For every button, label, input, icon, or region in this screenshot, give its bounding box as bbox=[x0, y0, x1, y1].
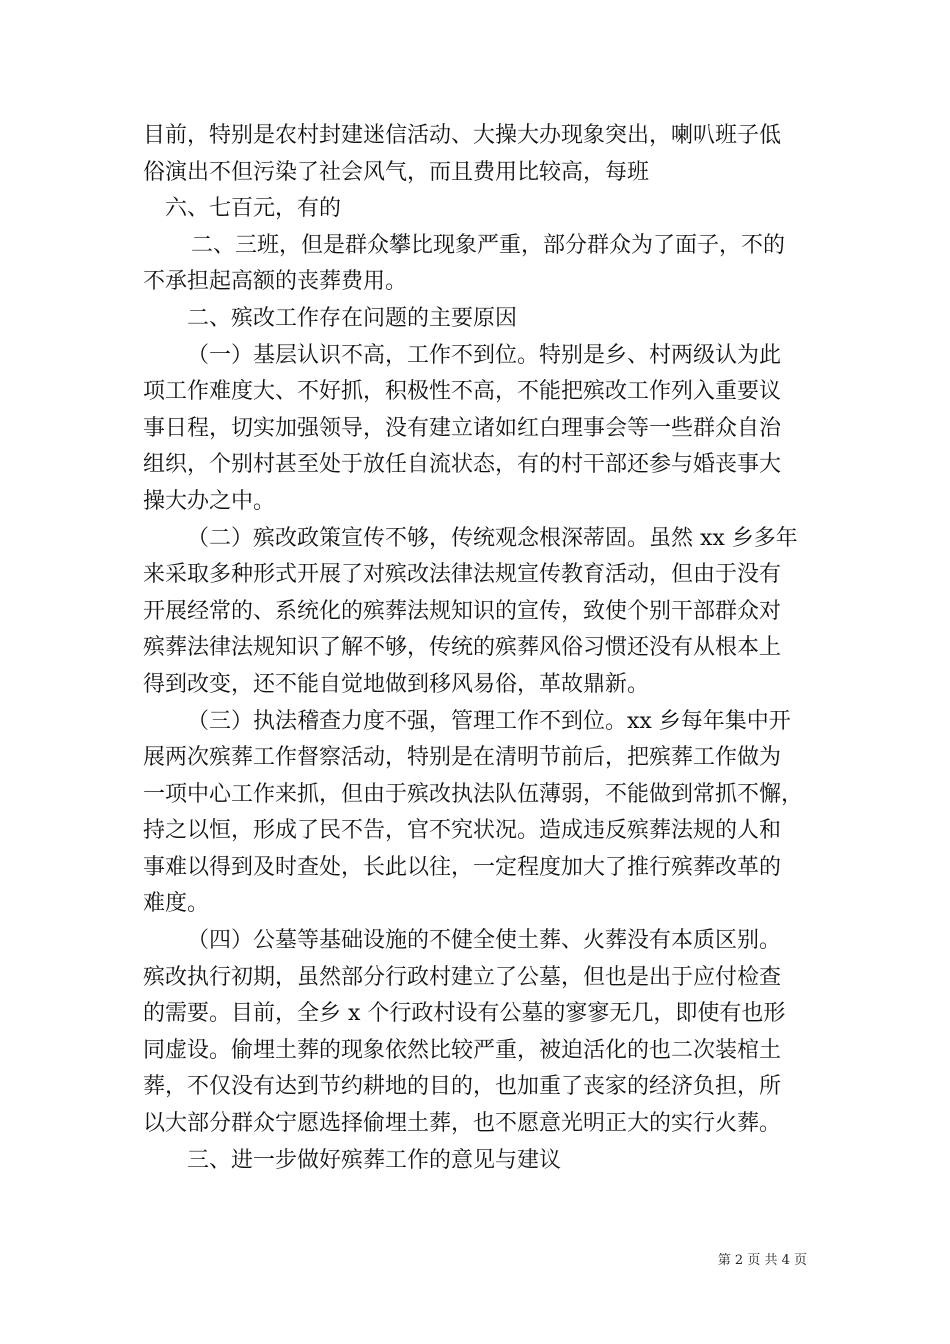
text-line: 殡改执行初期，虽然部分行政村建立了公墓，但也是出于应付检查 bbox=[143, 964, 782, 990]
text-line: 二、三班，但是群众攀比现象严重，部分群众为了面子，不的 bbox=[191, 232, 786, 258]
text-line: 同虚设。偷埋土葬的现象依然比较严重，被迫活化的也二次装棺土 bbox=[143, 1037, 782, 1063]
text-line: （一）基层认识不高，工作不到位。特别是乡、村两级认为此 bbox=[187, 342, 782, 368]
text-line: 开展经常的、系统化的殡葬法规知识的宣传，致使个别干部群众对 bbox=[143, 598, 782, 624]
text-line: 操大办之中。 bbox=[143, 488, 276, 514]
document-body bbox=[143, 118, 813, 1179]
text-line: 一项中心工作来抓，但由于殡改执法队伍薄弱，不能做到常抓不懈， bbox=[143, 781, 804, 807]
text-line: 六、七百元，有的 bbox=[165, 196, 342, 222]
text-line: 不承担起高额的丧葬费用。 bbox=[143, 269, 408, 295]
text-line: 来采取多种形式开展了对殡改法律法规宣传教育活动，但由于没有 bbox=[143, 562, 782, 588]
text-line: 项工作难度大、不好抓，积极性不高，不能把殡改工作列入重要议 bbox=[143, 379, 782, 405]
text-line: 事难以得到及时查处，长此以往，一定程度加大了推行殡葬改革的 bbox=[143, 854, 782, 880]
text-line: （三）执法稽查力度不强，管理工作不到位。xx 乡每年集中开 bbox=[187, 708, 791, 734]
section-heading: 三、进一步做好殡葬工作的意见与建议 bbox=[187, 1147, 562, 1173]
text-line: 殡葬法律法规知识了解不够，传统的殡葬风俗习惯还没有从根本上 bbox=[143, 635, 782, 661]
text-line: 俗演出不但污染了社会风气，而且费用比较高，每班 bbox=[143, 159, 650, 185]
text-line: 的需要。目前，全乡 x 个行政村设有公墓的寥寥无几，即使有也形 bbox=[143, 1001, 786, 1027]
text-line: 难度。 bbox=[143, 891, 210, 917]
text-line: （四）公墓等基础设施的不健全使土葬、火葬没有本质区别。 bbox=[187, 928, 782, 954]
page-number: 第 2 页 共 4 页 bbox=[717, 1253, 807, 1268]
text-line: 以大部分群众宁愿选择偷埋土葬，也不愿意光明正大的实行火葬。 bbox=[143, 1111, 782, 1137]
text-line: 展两次殡葬工作督察活动，特别是在清明节前后，把殡葬工作做为 bbox=[143, 745, 782, 771]
text-line: 葬，不仅没有达到节约耕地的目的，也加重了丧家的经济负担，所 bbox=[143, 1074, 782, 1100]
text-line: 持之以恒，形成了民不告，官不究状况。造成违反殡葬法规的人和 bbox=[143, 818, 782, 844]
text-line: 组织，个别村甚至处于放任自流状态，有的村干部还参与婚丧事大 bbox=[143, 452, 782, 478]
section-heading: 二、殡改工作存在问题的主要原因 bbox=[187, 305, 518, 331]
text-line: 事日程，切实加强领导，没有建立诸如红白理事会等一些群众自治 bbox=[143, 415, 782, 441]
text-line: （二）殡改政策宣传不够，传统观念根深蒂固。虽然 xx 乡多年 bbox=[187, 525, 798, 551]
text-line: 目前，特别是农村封建迷信活动、大操大办现象突出，喇叭班子低 bbox=[143, 123, 782, 148]
text-line: 得到改变，还不能自觉地做到移风易俗，革故鼎新。 bbox=[143, 671, 650, 697]
